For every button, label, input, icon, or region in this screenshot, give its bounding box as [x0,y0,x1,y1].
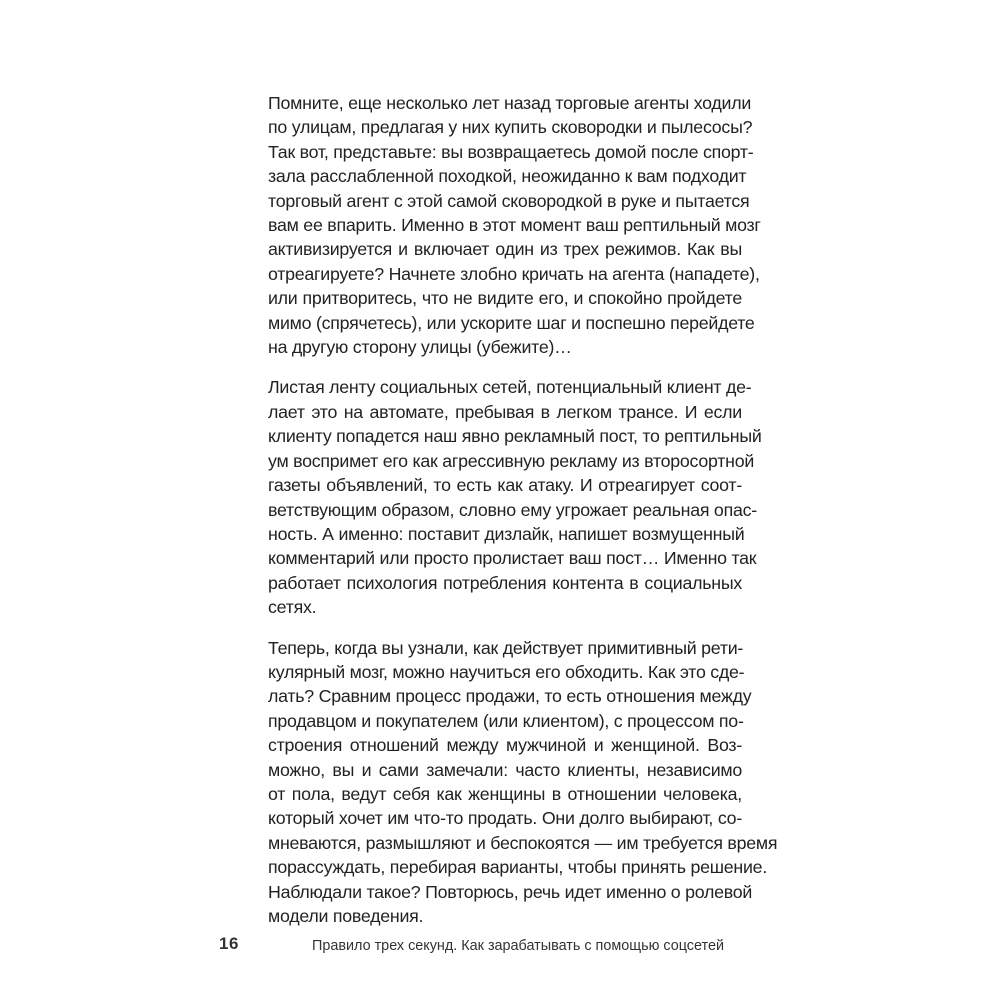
text-line: лать? Сравним процесс продажи, то есть отношения между [268,686,752,707]
text-line: от пола, ведут себя как женщины в отношении человека, [268,783,742,804]
text-line: кулярный мозг, можно научиться его обходить. Как это сде- [268,661,745,682]
text-line: мневаются, размышляют и беспокоятся — им требуется время [268,832,778,853]
text-line: зала расслабленной походкой, неожиданно к вам подходит [268,166,747,187]
text-line: Теперь, когда вы узнали, как действует примитивный рети- [268,637,744,658]
text-line: продавцом и покупателем (или клиентом), с процессом по- [268,710,744,731]
text-line: который хочет им что-то продать. Они долго выбирают, со- [268,808,742,829]
text-line: Так вот, представьте: вы возвращаетесь домой после спорт- [268,141,754,162]
text-line: на другую сторону улицы (убежите)… [268,337,572,358]
text-line: порассуждать, перебирая варианты, чтобы принять решение. [268,857,768,878]
text-line: модели поведения. [268,906,424,926]
text-line: сетях. [268,597,317,618]
paragraph-salesman-example [268,91,761,359]
text-line: отреагируете? Начнете злобно кричать на агента (нападете), [268,263,760,284]
text-line: Помните, еще несколько лет назад торговые агенты ходили [268,93,752,113]
paragraph-social-feed [268,375,762,619]
text-line: Листая ленту социальных сетей, потенциальный клиент де- [268,377,752,398]
text-line: по улицам, предлагая у них купить сковородки и пылесосы? [268,117,753,138]
text-line: работает психология потребления контента в социальных [268,572,742,593]
body-text [268,91,778,928]
text-line: можно, вы и сами замечали: часто клиенты, независимо [268,759,742,780]
page-number: 16 [219,934,239,953]
text-line: клиенту попадется наш явно рекламный пост, то рептильный [268,426,762,447]
text-line: активизируется и включает один из трех режимов. Как вы [268,239,742,260]
text-line: комментарий или просто пролистает ваш пост… Именно так [268,548,757,569]
text-line: ность. А именно: поставит дизлайк, напишет возмущенный [268,523,745,544]
running-footer-title: Правило трех секунд. Как зарабатывать с помощью соцсетей [312,938,724,954]
text-line: Наблюдали такое? Повторюсь, речь идет именно о ролевой [268,881,753,902]
paragraph-sales-relationship [268,636,778,929]
text-line: мимо (спрячетесь), или ускорите шаг и поспешно перейдете [268,312,755,333]
text-line: ум воспримет его как агрессивную рекламу из второсортной [268,450,755,471]
text-line: торговый агент с этой самой сковородкой в руке и пытается [268,190,750,211]
text-line: газеты объявлений, то есть как атаку. И отреагирует соот- [268,475,742,496]
text-line: ветствующим образом, словно ему угрожает реальная опас- [268,499,757,520]
text-line: строения отношений между мужчиной и женщиной. Воз- [268,735,742,756]
text-line: лает это на автомате, пребывая в легком трансе. И если [268,401,742,422]
text-line: вам ее впарить. Именно в этот момент ваш рептильный мозг [268,215,761,236]
text-line: или притворитесь, что не видите его, и спокойно пройдете [268,288,742,309]
